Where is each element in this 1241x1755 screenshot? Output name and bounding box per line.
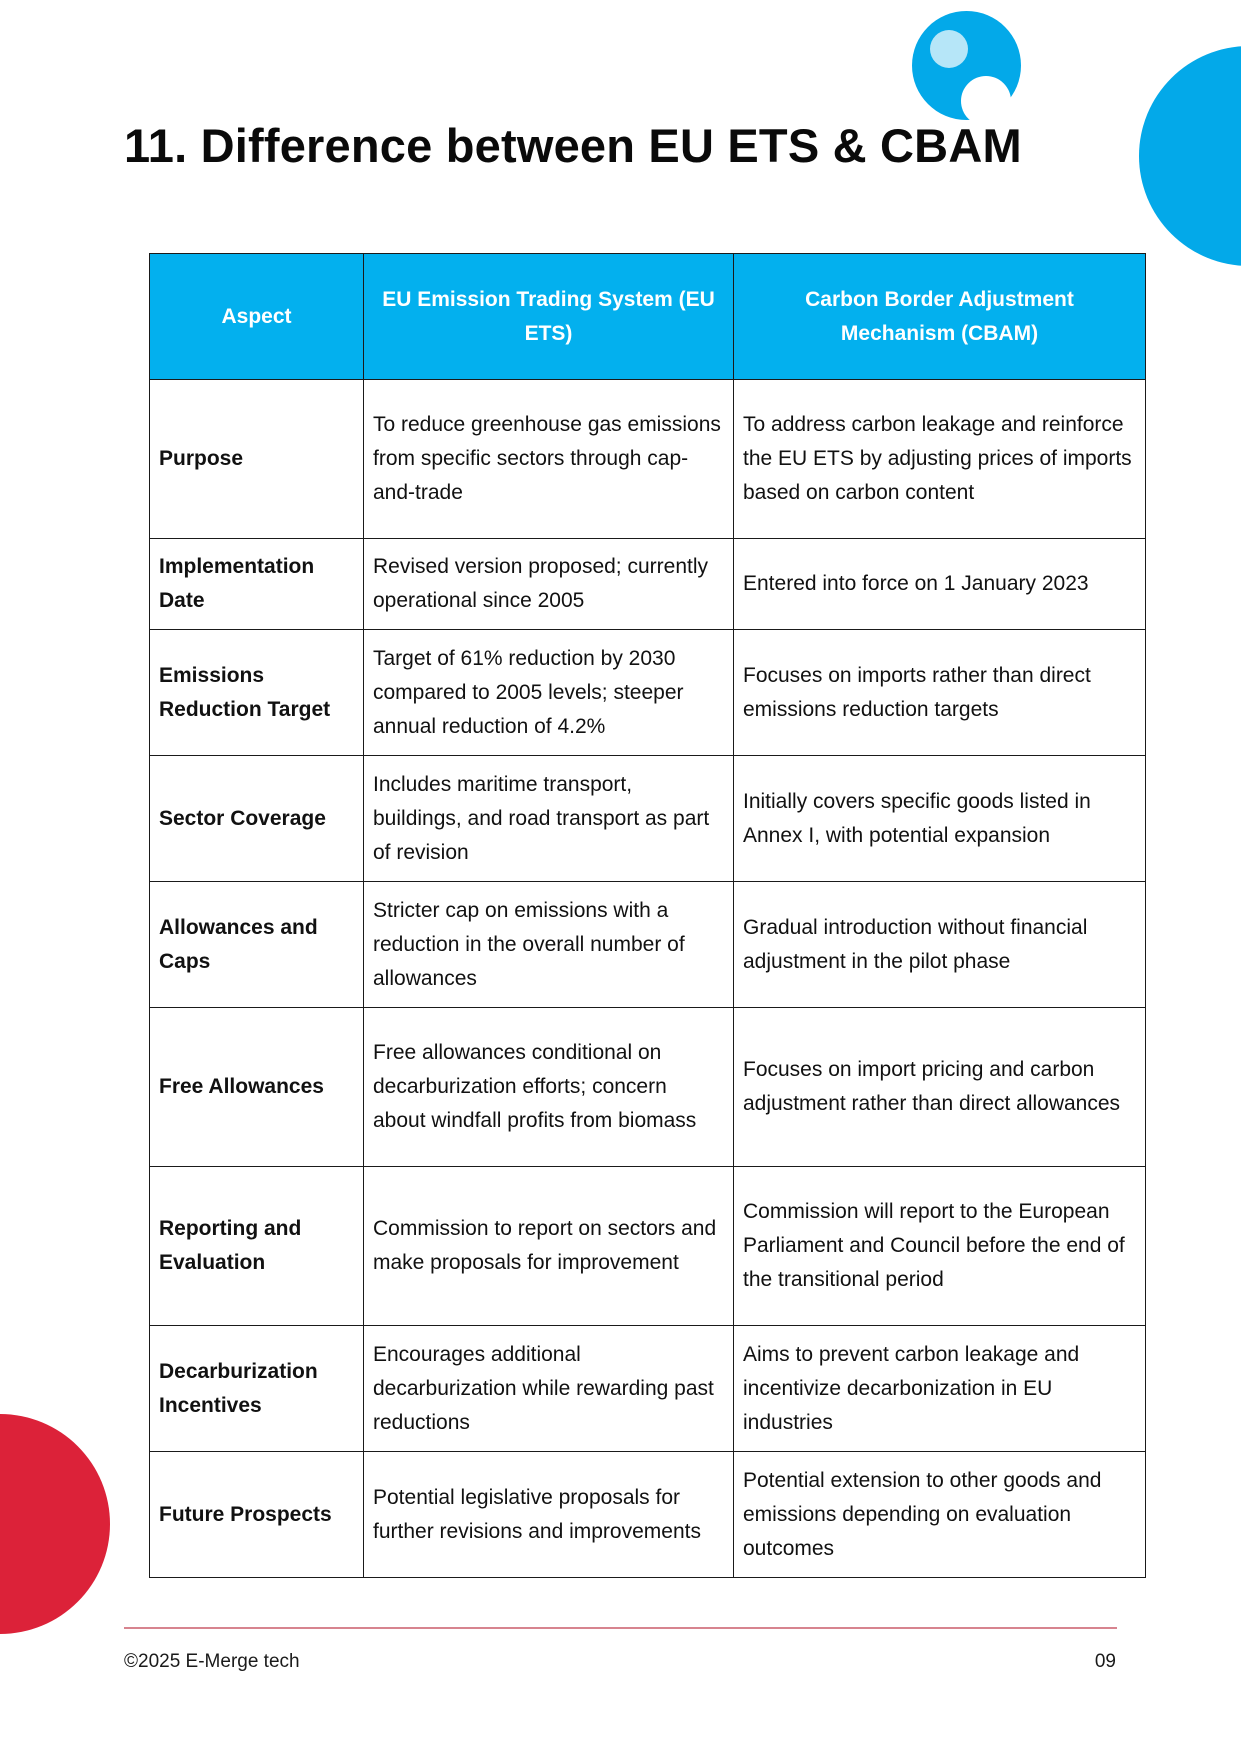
eu-ets-cell: Commission to report on sectors and make proposals for improvement	[364, 1167, 734, 1326]
comparison-table	[149, 253, 1146, 1578]
table-row	[150, 630, 1146, 756]
eu-ets-cell: Includes maritime transport, buildings, and road transport as part of revision	[364, 756, 734, 882]
aspect-cell: Implementation Date	[150, 539, 364, 630]
page-title: 11. Difference between EU ETS & CBAM	[124, 119, 1022, 172]
decorative-light-blue-dot	[930, 30, 968, 68]
aspect-cell: Emissions Reduction Target	[150, 630, 364, 756]
cbam-cell: Potential extension to other goods and emissions depending on evaluation outcomes	[734, 1452, 1146, 1578]
cbam-cell: Gradual introduction without financial adjustment in the pilot phase	[734, 882, 1146, 1008]
cbam-cell: To address carbon leakage and reinforce the EU ETS by adjusting prices of imports based on carbon content	[734, 380, 1146, 539]
cbam-cell: Initially covers specific goods listed in Annex I, with potential expansion	[734, 756, 1146, 882]
cbam-cell: Focuses on imports rather than direct emissions reduction targets	[734, 630, 1146, 756]
aspect-cell: Free Allowances	[150, 1008, 364, 1167]
table-row	[150, 539, 1146, 630]
cbam-cell: Commission will report to the European Parliament and Council before the end of the transitional period	[734, 1167, 1146, 1326]
eu-ets-cell: To reduce greenhouse gas emissions from specific sectors through cap-and-trade	[364, 380, 734, 539]
footer-copyright: ©2025 E-Merge tech	[124, 1651, 300, 1672]
table-row	[150, 756, 1146, 882]
table-row	[150, 1452, 1146, 1578]
aspect-cell: Allowances and Caps	[150, 882, 364, 1008]
cbam-cell: Aims to prevent carbon leakage and incentivize decarbonization in EU industries	[734, 1326, 1146, 1452]
aspect-cell: Decarburization Incentives	[150, 1326, 364, 1452]
table-row	[150, 1167, 1146, 1326]
header-eu-ets: EU Emission Trading System (EU ETS)	[364, 254, 734, 380]
header-aspect: Aspect	[150, 254, 364, 380]
eu-ets-cell: Potential legislative proposals for further revisions and improvements	[364, 1452, 734, 1578]
table-row	[150, 1326, 1146, 1452]
table-row	[150, 1008, 1146, 1167]
header-cbam: Carbon Border Adjustment Mechanism (CBAM)	[734, 254, 1146, 380]
decorative-large-blue-circle	[1139, 46, 1241, 266]
eu-ets-cell: Revised version proposed; currently operational since 2005	[364, 539, 734, 630]
aspect-cell: Purpose	[150, 380, 364, 539]
cbam-cell: Focuses on import pricing and carbon adjustment rather than direct allowances	[734, 1008, 1146, 1167]
footer-divider	[124, 1627, 1117, 1629]
aspect-cell: Future Prospects	[150, 1452, 364, 1578]
page-number: 09	[1094, 1651, 1116, 1672]
eu-ets-cell: Stricter cap on emissions with a reduction in the overall number of allowances	[364, 882, 734, 1008]
cbam-cell: Entered into force on 1 January 2023	[734, 539, 1146, 630]
aspect-cell: Sector Coverage	[150, 756, 364, 882]
table-row	[150, 882, 1146, 1008]
eu-ets-cell: Free allowances conditional on decarburization efforts; concern about windfall profits from biomass	[364, 1008, 734, 1167]
eu-ets-cell: Encourages additional decarburization while rewarding past reductions	[364, 1326, 734, 1452]
table-row	[150, 380, 1146, 539]
eu-ets-cell: Target of 61% reduction by 2030 compared to 2005 levels; steeper annual reduction of 4.2%	[364, 630, 734, 756]
decorative-red-circle	[0, 1414, 110, 1634]
aspect-cell: Reporting and Evaluation	[150, 1167, 364, 1326]
table-header-row	[150, 254, 1146, 380]
